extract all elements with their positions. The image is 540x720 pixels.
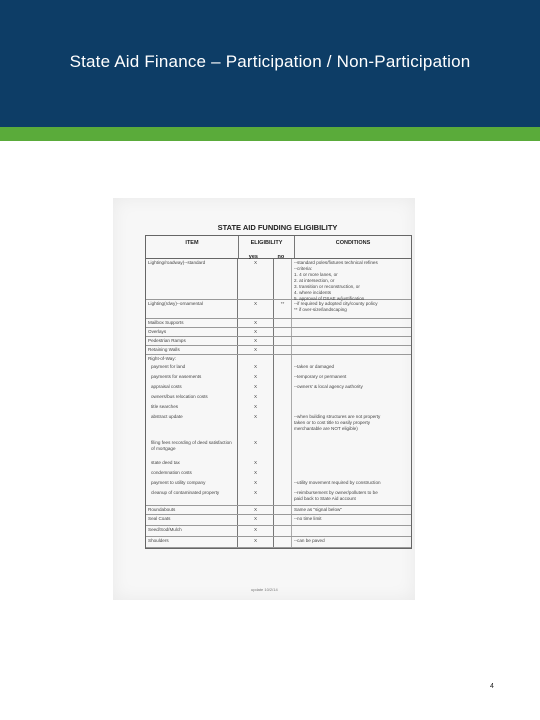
row-note-mark: ** [274,300,292,318]
header-eligibility [239,236,295,258]
row-note-mark [274,383,292,393]
row-note-mark [274,393,292,403]
row-conditions [292,337,411,345]
row-eligible-mark: X [238,346,274,354]
row-eligible-mark: X [238,479,274,489]
slide-header [0,0,540,127]
table-row [146,413,411,439]
row-eligible-mark: X [238,526,274,536]
header-conditions: CONDITIONS [335,240,371,246]
table-header [146,236,411,259]
page-number: 4 [490,683,494,690]
row-conditions [292,319,411,327]
row-conditions [292,346,411,354]
table-row [146,393,411,403]
header-yes: yes [248,254,258,260]
table-row [146,363,411,373]
table-row [146,479,411,489]
row-eligible-mark: X [238,537,274,547]
condition-line: --reimbursement by owner/polluters to be [294,490,378,495]
condition-line: 5. approval of DSAE w/justification [294,296,365,301]
condition-line: --taken or damaged [294,364,335,369]
row-eligible-mark: X [238,383,274,393]
row-conditions [292,469,411,479]
row-conditions [292,259,411,299]
row-conditions [292,413,411,439]
row-eligible-mark: X [238,393,274,403]
accent-bar [0,127,540,141]
row-eligible-mark: X [238,337,274,345]
row-item: Retaining Walls [146,346,238,354]
row-item: Right-of-Way: [146,355,238,363]
row-note-mark [274,337,292,345]
row-note-mark [274,363,292,373]
row-eligible-mark: X [238,259,274,299]
row-item: condemnation costs [146,469,238,479]
table-row [146,319,411,328]
row-conditions [292,355,411,363]
row-note-mark [274,439,292,459]
condition-line: 4. where incidents [294,290,332,295]
condition-line: --utility movement required by construction [294,480,381,485]
row-item: abstract update [146,413,238,439]
row-conditions [292,373,411,383]
row-note-mark [274,479,292,489]
row-eligible-mark: X [238,469,274,479]
row-item: payments for easements [146,373,238,383]
eligibility-table [145,235,412,549]
table-row [146,337,411,346]
row-note-mark [274,259,292,299]
row-conditions [292,393,411,403]
row-note-mark [274,537,292,547]
row-item: Roundabouts [146,506,238,514]
row-item: Seed/Sod/Mulch [146,526,238,536]
row-item: Lighting/roadway)--standard [146,259,238,299]
condition-line: --owners' & local agency authority [294,384,363,389]
condition-line: --if required by adopted city/county policy [294,301,378,306]
table-row [146,346,411,355]
row-note-mark [274,346,292,354]
table-row [146,459,411,469]
condition-line: 3. transition or reconstruction, or [294,284,360,289]
table-row [146,537,411,548]
row-item: cleanup of contaminated property [146,489,238,505]
row-item: Mailbox Supports [146,319,238,327]
table-row [146,526,411,537]
row-eligible-mark [238,355,274,363]
row-eligible-mark: X [238,459,274,469]
table-row [146,506,411,515]
condition-line: ** if over-size/landscaping [294,307,347,312]
header-item: ITEM [146,236,239,258]
row-item: filing fees recording of deed satisfaction of mortgage [146,439,238,459]
row-conditions [292,300,411,318]
row-conditions [292,537,411,547]
row-note-mark [274,373,292,383]
row-item: Pedestrian Ramps [146,337,238,345]
table-row [146,328,411,337]
row-item: title searches [146,403,238,413]
row-item: payment to utility company [146,479,238,489]
table-row [146,259,411,300]
condition-line: --criteria: [294,266,313,271]
row-eligible-mark: X [238,489,274,505]
header-eligibility-label: ELIGIBILITY [250,240,283,246]
row-note-mark [274,526,292,536]
row-conditions [292,515,411,525]
condition-line: merchantable are NOT eligible) [294,426,358,431]
row-conditions [292,383,411,393]
row-conditions [292,403,411,413]
condition-line: --no time limit [294,516,322,521]
row-eligible-mark: X [238,439,274,459]
table-row [146,383,411,393]
row-conditions [292,489,411,505]
row-eligible-mark: X [238,403,274,413]
row-eligible-mark: X [238,413,274,439]
row-conditions [292,506,411,514]
row-item: state deed tax [146,459,238,469]
row-conditions [292,328,411,336]
row-eligible-mark: X [238,300,274,318]
header-no: no [277,254,285,260]
condition-line: --when building structures are not property [294,414,381,419]
condition-line: Same as "signal below" [294,507,342,512]
row-eligible-mark: X [238,328,274,336]
row-note-mark [274,403,292,413]
table-row [146,403,411,413]
condition-line: --can be paved [294,538,325,543]
row-eligible-mark: X [238,515,274,525]
row-note-mark [274,413,292,439]
row-eligible-mark: X [238,373,274,383]
table-row [146,355,411,363]
row-note-mark [274,459,292,469]
condition-line: --standard poles/fixtures technical refines [294,260,378,265]
row-item: appraisal costs [146,383,238,393]
row-conditions [292,526,411,536]
table-row [146,469,411,479]
row-eligible-mark: X [238,363,274,373]
table-row [146,373,411,383]
row-eligible-mark: X [238,319,274,327]
condition-line: --temporary or permanent [294,374,347,379]
row-conditions [292,363,411,373]
table-body [146,259,411,548]
row-note-mark [274,355,292,363]
table-row [146,439,411,459]
row-conditions [292,459,411,469]
table-row [146,515,411,526]
row-item: owners/bus relocation costs [146,393,238,403]
row-note-mark [274,328,292,336]
row-note-mark [274,506,292,514]
document-title: STATE AID FUNDING ELIGIBILITY [217,223,338,232]
row-note-mark [274,469,292,479]
row-note-mark [274,489,292,505]
condition-line: taken or to cost title to easily property [294,420,371,425]
row-item: Overlays [146,328,238,336]
row-conditions [292,479,411,489]
row-conditions [292,439,411,459]
table-row [146,489,411,506]
row-note-mark [274,515,292,525]
update-stamp: update 10/2/14 [251,587,278,592]
row-item: Seal Coats [146,515,238,525]
row-item: Shoulders [146,537,238,547]
condition-line: 2. at intersection, or [294,278,335,283]
row-eligible-mark: X [238,506,274,514]
row-item: payment for land [146,363,238,373]
row-item: Lighting(rdwy)--ornamental [146,300,238,318]
slide-title: State Aid Finance – Participation / Non-Participation [69,52,471,71]
table-row [146,300,411,319]
row-note-mark [274,319,292,327]
condition-line: 1. 4 or more lanes, or [294,272,338,277]
condition-line: paid back to State Aid account [294,496,356,501]
eligibility-document [145,221,410,583]
